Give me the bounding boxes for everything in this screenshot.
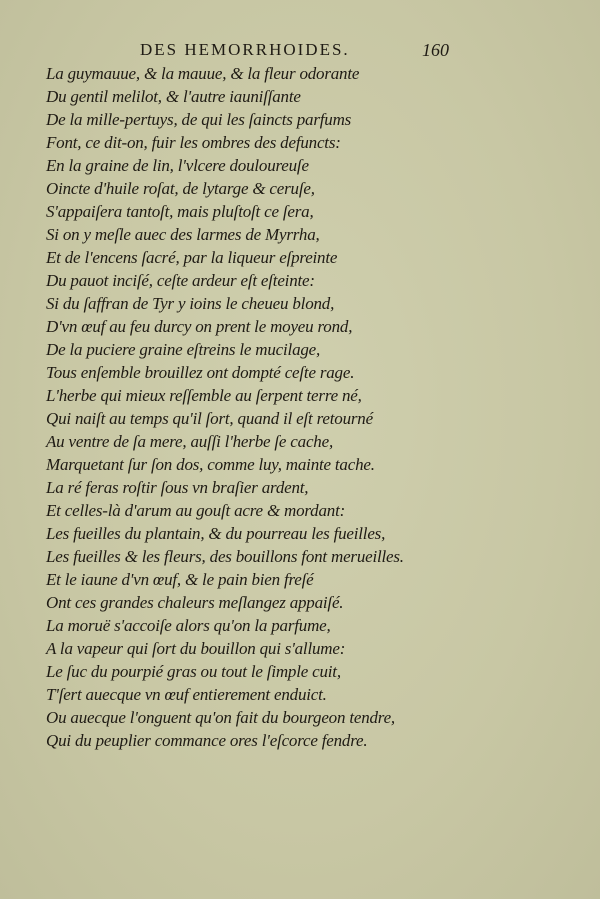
page-number: 160 <box>422 40 449 60</box>
verse-line: T'ſert auecque vn œuf entierement enduict. <box>46 685 327 704</box>
verse-line: Ou auecque l'onguent qu'on fait du bourgeon tendre, <box>46 708 395 727</box>
verse-line: Qui du peuplier commance ores l'eſcorce fendre. <box>46 731 368 750</box>
verse-line: Et le iaune d'vn œuf, & le pain bien freſé <box>46 570 314 589</box>
verse-line: Le ſuc du pourpié gras ou tout le ſimple cuit, <box>46 662 341 681</box>
verse-line: Du gentil melilot, & l'autre iauniſſante <box>46 87 301 106</box>
verse-line: En la graine de lin, l'vlcere douloureuſe <box>46 156 309 175</box>
verse-line: De la puciere graine eſtreins le mucilage, <box>46 340 321 359</box>
verse-line: Qui naiſt au temps qu'il ſort, quand il eſt retourné <box>46 409 373 428</box>
verse-line: Font, ce dit-on, fuir les ombres des defuncts: <box>46 133 341 152</box>
verse-line: S'appaiſera tantoſt, mais pluſtoſt ce ſera, <box>46 202 314 221</box>
verse-line: Si on y meſle auec des larmes de Myrrha, <box>46 225 320 244</box>
verse-line: Oincte d'huile roſat, de lytarge & ceruſe, <box>46 179 315 198</box>
verse-line: A la vapeur qui ſort du bouillon qui s'allume: <box>46 639 346 658</box>
verse-line: Du pauot inciſé, ceſte ardeur eſt eſteinte: <box>46 271 315 290</box>
verse-line: Ont ces grandes chaleurs meſlangez appaiſé. <box>46 593 344 612</box>
verse-line: Marquetant ſur ſon dos, comme luy, mainte tache. <box>46 455 375 474</box>
verse-line: De la mille-pertuys, de qui les ſaincts parfums <box>46 110 352 129</box>
poem-verse <box>46 62 566 752</box>
verse-line: Et celles-là d'arum au gouſt acre & mordant: <box>46 501 346 520</box>
verse-line: Si du ſaffran de Tyr y ioins le cheueu blond, <box>46 294 335 313</box>
verse-line: Tous enſemble brouillez ont dompté ceſte rage. <box>46 363 355 382</box>
verse-line: Les fueilles & les fleurs, des bouillons font merueilles. <box>46 547 404 566</box>
verse-line: La guymauue, & la mauue, & la fleur odorante <box>46 64 360 83</box>
verse-line: D'vn œuf au feu durcy on prent le moyeu rond, <box>46 317 353 336</box>
verse-line: Les fueilles du plantain, & du pourreau les fueilles, <box>46 524 386 543</box>
verse-line: La moruë s'accoiſe alors qu'on la parfume, <box>46 616 331 635</box>
verse-line: La ré feras roſtir ſous vn braſier ardent, <box>46 478 309 497</box>
verse-line: Au ventre de ſa mere, auſſi l'herbe ſe cache, <box>46 432 333 451</box>
verse-line: L'herbe qui mieux reſſemble au ſerpent terre né, <box>46 386 362 405</box>
verse-line: Et de l'encens ſacré, par la liqueur eſpreinte <box>46 248 338 267</box>
running-title: DES HEMORRHOIDES. <box>140 40 350 59</box>
